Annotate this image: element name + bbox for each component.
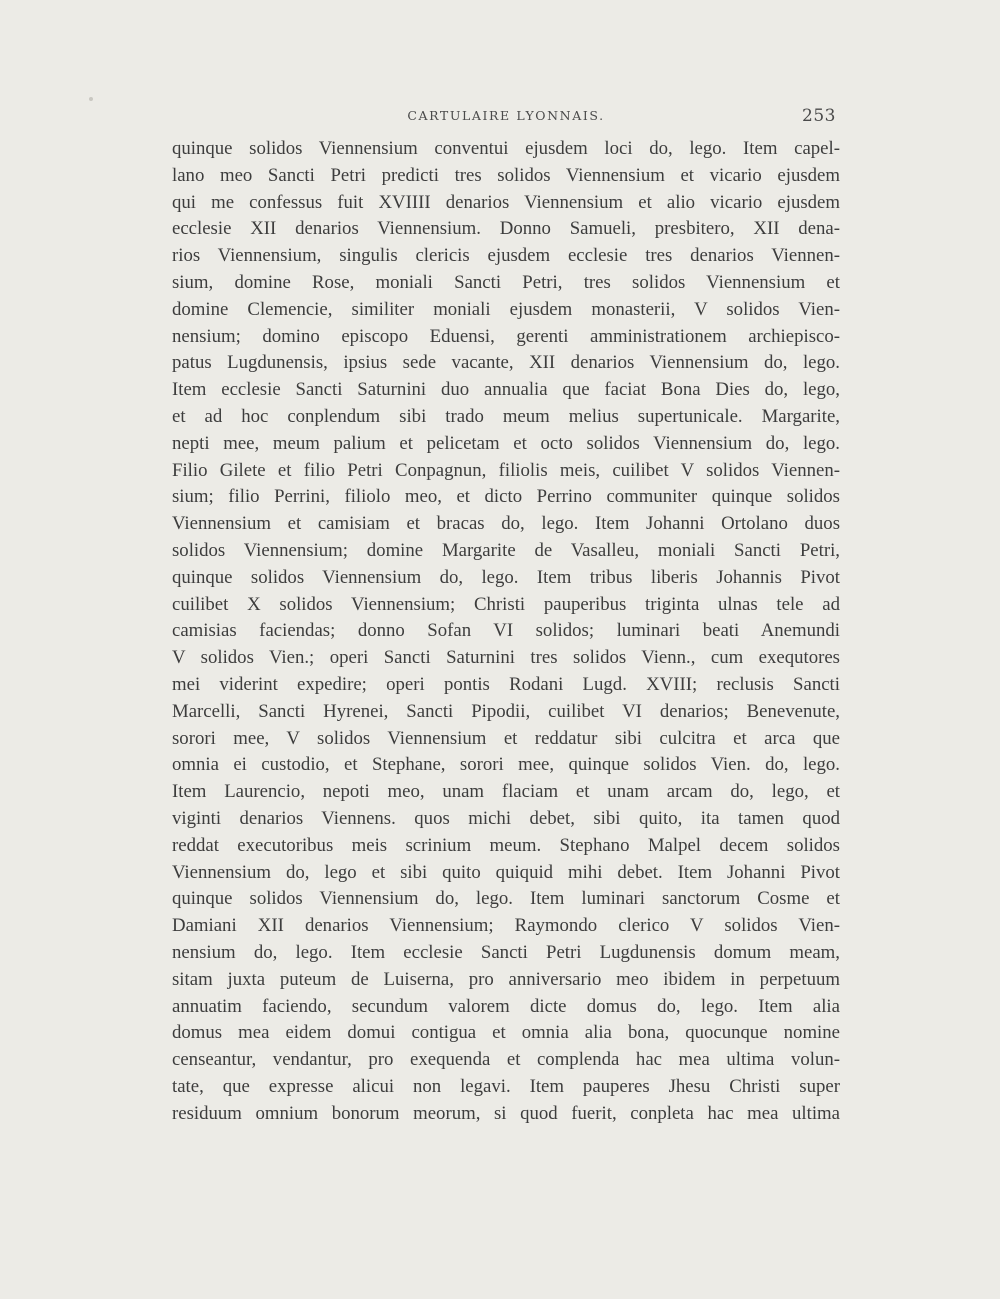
text-line: rios Viennensium, singulis clericis ejusdem ecclesie tres denarios Viennen- — [172, 245, 840, 267]
text-line: Filio Gilete et filio Petri Conpagnun, filiolis meis, cuilibet V solidos Viennen- — [172, 459, 840, 481]
text-line: cuilibet X solidos Viennensium; Christi pauperibus triginta ulnas tele ad — [172, 593, 840, 615]
text-line: sorori mee, V solidos Viennensium et reddatur sibi culcitra et arca que — [172, 727, 840, 749]
text-line: censeantur, vendantur, pro exequenda et complenda hac mea ultima volun- — [172, 1049, 840, 1071]
running-title: CARTULAIRE LYONNAIS. — [407, 108, 605, 123]
text-line: annuatim faciendo, secundum valorem dicte domus do, lego. Item alia — [172, 995, 840, 1017]
text-line: nepti mee, meum palium et pelicetam et octo solidos Viennensium do, lego. — [172, 432, 840, 454]
running-head — [172, 106, 840, 130]
text-line: qui me confessus fuit XVIIII denarios Viennensium et alio vicario ejusdem — [172, 191, 840, 213]
text-line: Damiani XII denarios Viennensium; Raymondo clerico V solidos Vien- — [172, 915, 840, 937]
text-line: quinque solidos Viennensium conventui ejusdem loci do, lego. Item capel- — [172, 138, 840, 159]
body-text — [172, 136, 840, 1127]
text-line: domus mea eidem domui contigua et omnia alia bona, quocunque nomine — [172, 1022, 840, 1044]
text-line: nensium do, lego. Item ecclesie Sancti Petri Lugdunensis domum meam, — [172, 941, 840, 963]
text-line: ecclesie XII denarios Viennensium. Donno Samueli, presbitero, XII dena- — [172, 218, 840, 240]
text-line: domine Clemencie, similiter moniali ejusdem monasterii, V solidos Vien- — [172, 298, 840, 320]
text-line: patus Lugdunensis, ipsius sede vacante, XII denarios Viennensium do, lego. — [172, 352, 840, 374]
text-line: mei viderint expedire; operi pontis Rodani Lugd. XVIII; reclusis Sancti — [172, 673, 840, 695]
text-line: residuum omnium bonorum meorum, si quod fuerit, conpleta hac mea ultima — [172, 1102, 840, 1124]
text-line: Item Laurencio, nepoti meo, unam flaciam et unam arcam do, lego, et — [172, 781, 840, 803]
text-line: camisias faciendas; donno Sofan VI solidos; luminari beati Anemundi — [172, 620, 840, 642]
text-line: sium; filio Perrini, filiolo meo, et dicto Perrino communiter quinque solidos — [172, 486, 840, 508]
text-line: Marcelli, Sancti Hyrenei, Sancti Pipodii, cuilibet VI denarios; Benevenute, — [172, 700, 840, 722]
text-line: sitam juxta puteum de Luiserna, pro anniversario meo ibidem in perpetuum — [172, 968, 840, 990]
text-line: quinque solidos Viennensium do, lego. Item luminari sanctorum Cosme et — [172, 888, 840, 910]
text-line: tate, que expresse alicui non legavi. Item pauperes Jhesu Christi super — [172, 1075, 840, 1097]
text-line: nensium; domino episcopo Eduensi, gerenti amministrationem archiepisco- — [172, 325, 840, 347]
text-line: V solidos Vien.; operi Sancti Saturnini tres solidos Vienn., cum exequtores — [172, 647, 840, 669]
page-number: 253 — [802, 106, 836, 126]
text-line: quinque solidos Viennensium do, lego. Item tribus liberis Johannis Pivot — [172, 566, 840, 588]
text-line: Viennensium do, lego et sibi quito quiquid mihi debet. Item Johanni Pivot — [172, 861, 840, 883]
text-line: Viennensium et camisiam et bracas do, lego. Item Johanni Ortolano duos — [172, 513, 840, 535]
text-line: viginti denarios Viennens. quos michi debet, sibi quito, ita tamen quod — [172, 807, 840, 829]
text-line: omnia ei custodio, et Stephane, sorori mee, quinque solidos Vien. do, lego. — [172, 754, 840, 776]
text-line: lano meo Sancti Petri predicti tres solidos Viennensium et vicario ejusdem — [172, 164, 840, 186]
text-line: et ad hoc conplendum sibi trado meum melius supertunicale. Margarite, — [172, 405, 840, 427]
text-line: reddat executoribus meis scrinium meum. Stephano Malpel decem solidos — [172, 834, 840, 856]
text-line: Item ecclesie Sancti Saturnini duo annualia que faciat Bona Dies do, lego, — [172, 379, 840, 401]
paper-speck — [89, 97, 93, 101]
text-line: solidos Viennensium; domine Margarite de Vasalleu, moniali Sancti Petri, — [172, 539, 840, 561]
text-line: sium, domine Rose, moniali Sancti Petri, tres solidos Viennensium et — [172, 271, 840, 293]
